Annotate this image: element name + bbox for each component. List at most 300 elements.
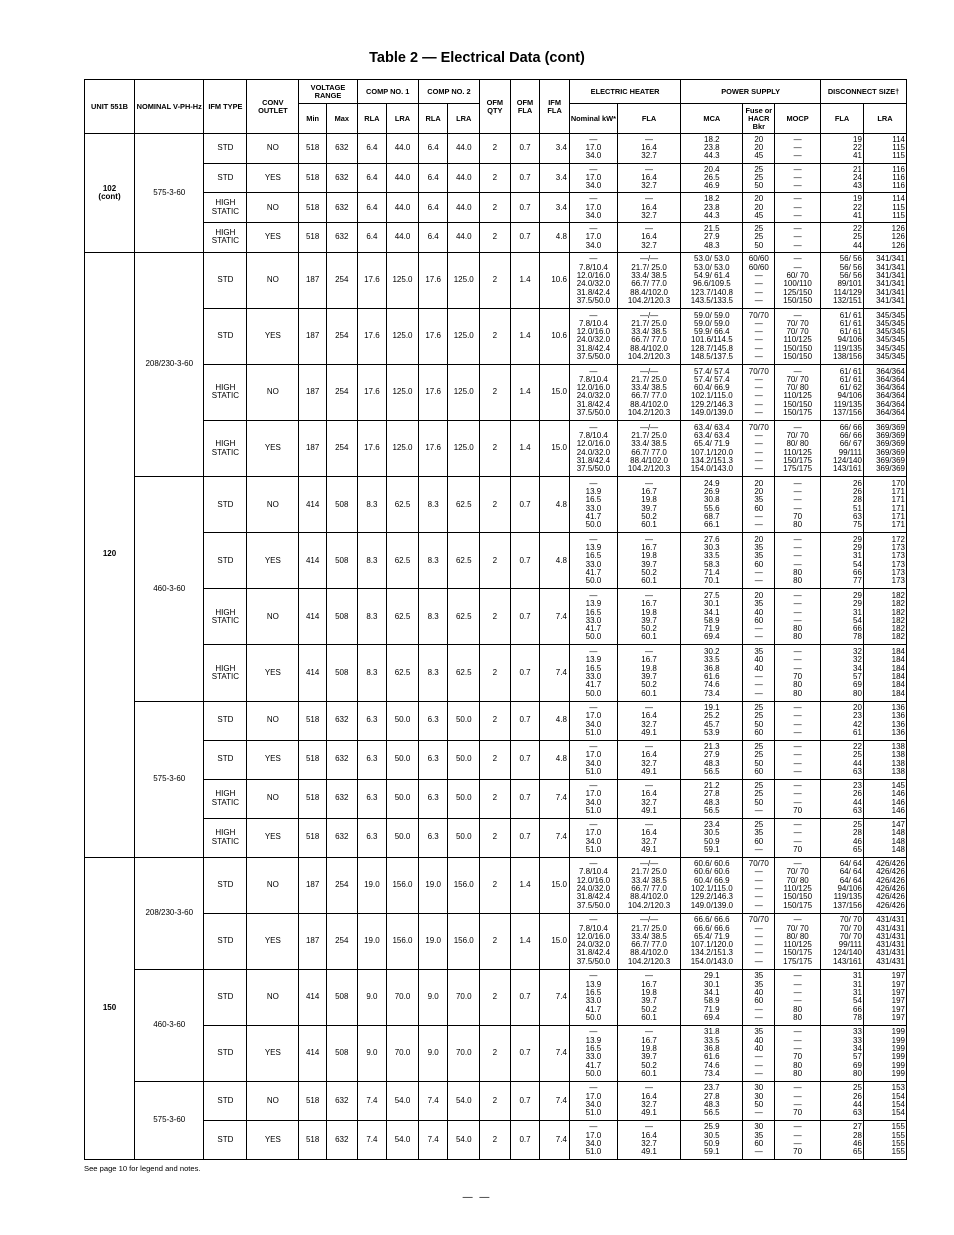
header-disconnect: DISCONNECT SIZE† [821, 80, 907, 104]
cell-heater-fla: — 16.7 19.8 39.7 50.2 60.1 [617, 477, 680, 533]
cell-disconnect-fla: 26 26 28 51 63 75 [821, 477, 864, 533]
cell-max: 254 [326, 252, 357, 308]
cell-heater-fla: — 16.7 19.8 39.7 50.2 60.1 [617, 969, 680, 1025]
cell-comp1-lra: 44.0 [387, 193, 419, 223]
cell-min: 187 [299, 252, 327, 308]
cell-max: 254 [326, 913, 357, 969]
cell-nominal-kw: — 13.9 16.5 33.0 41.7 50.0 [569, 1025, 617, 1081]
cell-disconnect-lra: 345/345 345/345 345/345 345/345 345/345 345/345 [863, 308, 906, 364]
cell-mocp: — — — [775, 223, 821, 253]
cell-mocp: — — — 70 [775, 1081, 821, 1120]
cell-disconnect-lra: 364/364 364/364 364/364 364/364 364/364 364/364 [863, 364, 906, 420]
cell-comp2-lra: 44.0 [448, 134, 480, 164]
header-comp2: COMP NO. 2 [418, 80, 479, 104]
cell-ofm-fla: 0.7 [510, 134, 540, 164]
cell-comp1-rla: 8.3 [357, 533, 387, 589]
cell-mca: 21.3 27.9 48.3 56.5 [681, 740, 743, 779]
cell-ifm-fla: 3.4 [540, 134, 570, 164]
cell-mca: 53.0/ 53.0 53.0/ 53.0 54.9/ 61.4 96.6/109.5 123.7/140.8 143.5/133.5 [681, 252, 743, 308]
cell-ofm-fla: 0.7 [510, 740, 540, 779]
cell-comp2-rla: 19.0 [418, 857, 448, 913]
cell-disconnect-fla: 22 25 44 63 [821, 740, 864, 779]
cell-min: 414 [299, 645, 327, 701]
cell-ifm-fla: 7.4 [540, 589, 570, 645]
cell-ofm-fla: 0.7 [510, 818, 540, 857]
cell-mocp: — — — [775, 193, 821, 223]
table-row [85, 857, 907, 913]
cell-heater-fla: — 16.4 32.7 [617, 163, 680, 193]
cell-mca: 59.0/ 59.0 59.0/ 59.0 59.9/ 66.4 101.6/114.5 128.7/145.8 148.5/137.5 [681, 308, 743, 364]
voltage-cell: 460-3-60 [135, 477, 204, 701]
cell-comp1-lra: 125.0 [387, 364, 419, 420]
cell-comp1-lra: 156.0 [387, 913, 419, 969]
cell-conv-outlet: YES [247, 818, 299, 857]
cell-disconnect-lra: 172 173 173 173 173 173 [863, 533, 906, 589]
cell-min: 518 [299, 701, 327, 740]
cell-fuse: 20 35 40 60 — — [743, 589, 775, 645]
cell-comp2-lra: 70.0 [448, 969, 480, 1025]
cell-ifm-fla: 7.4 [540, 779, 570, 818]
cell-comp2-rla: 6.4 [418, 134, 448, 164]
cell-comp2-lra: 62.5 [448, 477, 480, 533]
cell-mca: 31.8 33.5 36.8 61.6 74.6 73.4 [681, 1025, 743, 1081]
cell-heater-fla: — 16.4 32.7 [617, 193, 680, 223]
table-row [85, 533, 907, 589]
cell-conv-outlet: YES [247, 645, 299, 701]
cell-ifm-fla: 4.8 [540, 701, 570, 740]
cell-comp1-rla: 7.4 [357, 1081, 387, 1120]
cell-conv-outlet: NO [247, 701, 299, 740]
cell-conv-outlet: YES [247, 533, 299, 589]
cell-ifm-type: STD [204, 533, 247, 589]
table-row [85, 779, 907, 818]
cell-disconnect-lra: 155 155 155 155 [863, 1120, 906, 1159]
cell-fuse: 25 35 60 — [743, 818, 775, 857]
cell-comp2-lra: 125.0 [448, 308, 480, 364]
cell-nominal-kw: — 13.9 16.5 33.0 41.7 50.0 [569, 645, 617, 701]
cell-ofm-fla: 0.7 [510, 223, 540, 253]
cell-ofm-fla: 0.7 [510, 193, 540, 223]
cell-ofm-qty: 2 [480, 857, 511, 913]
header-conv-outlet: CONV OUTLET [247, 80, 299, 134]
cell-mocp: — — — 70 [775, 818, 821, 857]
cell-comp2-lra: 125.0 [448, 421, 480, 477]
cell-heater-fla: — 16.7 19.8 39.7 50.2 60.1 [617, 1025, 680, 1081]
cell-nominal-kw: — 17.0 34.0 51.0 [569, 740, 617, 779]
cell-ofm-fla: 0.7 [510, 1081, 540, 1120]
cell-comp2-rla: 17.6 [418, 252, 448, 308]
cell-heater-fla: — 16.4 32.7 [617, 223, 680, 253]
cell-comp1-lra: 54.0 [387, 1120, 419, 1159]
cell-conv-outlet: NO [247, 134, 299, 164]
cell-comp1-lra: 50.0 [387, 701, 419, 740]
table-row [85, 1081, 907, 1120]
header-nominal: NOMINAL V-PH-Hz [135, 80, 204, 134]
cell-max: 632 [326, 701, 357, 740]
cell-mocp: — — — [775, 134, 821, 164]
cell-min: 518 [299, 779, 327, 818]
voltage-cell: 575-3-60 [135, 134, 204, 253]
cell-ofm-qty: 2 [480, 701, 511, 740]
cell-mocp: — — 60/ 70 100/110 125/150 150/150 [775, 252, 821, 308]
cell-min: 518 [299, 740, 327, 779]
cell-comp1-rla: 6.4 [357, 193, 387, 223]
cell-min: 187 [299, 364, 327, 420]
cell-fuse: 25 25 50 60 [743, 740, 775, 779]
cell-ofm-qty: 2 [480, 818, 511, 857]
cell-conv-outlet: YES [247, 308, 299, 364]
cell-mca: 21.2 27.8 48.3 56.5 [681, 779, 743, 818]
cell-mocp: — — — 70 [775, 1120, 821, 1159]
cell-ofm-qty: 2 [480, 134, 511, 164]
cell-mocp: — — — — 70 80 [775, 477, 821, 533]
table-row [85, 740, 907, 779]
cell-ofm-fla: 0.7 [510, 477, 540, 533]
cell-fuse: 35 35 40 60 — — [743, 969, 775, 1025]
cell-ifm-fla: 3.4 [540, 163, 570, 193]
cell-mca: 21.5 27.9 48.3 [681, 223, 743, 253]
cell-comp1-rla: 8.3 [357, 477, 387, 533]
cell-fuse: 35 40 40 — — — [743, 1025, 775, 1081]
cell-ofm-qty: 2 [480, 1081, 511, 1120]
cell-ofm-fla: 0.7 [510, 1120, 540, 1159]
cell-mca: 23.4 30.5 50.9 59.1 [681, 818, 743, 857]
cell-ofm-fla: 0.7 [510, 779, 540, 818]
cell-nominal-kw: — 17.0 34.0 [569, 134, 617, 164]
cell-mocp: — — — — [775, 701, 821, 740]
cell-min: 414 [299, 533, 327, 589]
cell-comp1-lra: 70.0 [387, 969, 419, 1025]
cell-ifm-type: STD [204, 857, 247, 913]
cell-ifm-fla: 7.4 [540, 1120, 570, 1159]
header-nominal-kw: Nominal kW* [569, 104, 617, 134]
cell-heater-fla: — 16.4 32.7 49.1 [617, 1120, 680, 1159]
cell-disconnect-lra: 114 115 115 [863, 134, 906, 164]
cell-ifm-type: HIGH STATIC [204, 223, 247, 253]
cell-comp2-lra: 125.0 [448, 252, 480, 308]
cell-comp1-rla: 19.0 [357, 857, 387, 913]
cell-ofm-fla: 0.7 [510, 589, 540, 645]
cell-ifm-type: STD [204, 1120, 247, 1159]
cell-ofm-qty: 2 [480, 308, 511, 364]
header-min: Min [299, 104, 327, 134]
voltage-cell: 575-3-60 [135, 1081, 204, 1159]
cell-ofm-qty: 2 [480, 193, 511, 223]
cell-ofm-fla: 0.7 [510, 1025, 540, 1081]
cell-max: 508 [326, 645, 357, 701]
cell-fuse: 25 25 50 [743, 223, 775, 253]
cell-comp1-lra: 44.0 [387, 134, 419, 164]
cell-ifm-fla: 15.0 [540, 421, 570, 477]
cell-ifm-fla: 7.4 [540, 818, 570, 857]
cell-max: 254 [326, 364, 357, 420]
cell-disconnect-lra: 369/369 369/369 369/369 369/369 369/369 369/369 [863, 421, 906, 477]
cell-fuse: 20 20 45 [743, 193, 775, 223]
cell-comp2-rla: 9.0 [418, 1025, 448, 1081]
cell-heater-fla: — 16.4 32.7 49.1 [617, 1081, 680, 1120]
cell-heater-fla: — 16.4 32.7 49.1 [617, 779, 680, 818]
cell-ifm-type: HIGH STATIC [204, 645, 247, 701]
cell-disconnect-fla: 29 29 31 54 66 78 [821, 589, 864, 645]
cell-disconnect-fla: 25 26 44 63 [821, 1081, 864, 1120]
cell-ifm-fla: 4.8 [540, 740, 570, 779]
unit-cell: 120 [85, 252, 135, 857]
voltage-cell: 208/230-3-60 [135, 857, 204, 969]
cell-fuse: 30 30 50 — [743, 1081, 775, 1120]
cell-max: 508 [326, 589, 357, 645]
cell-mca: 18.2 23.8 44.3 [681, 193, 743, 223]
table-body [85, 134, 907, 1160]
cell-comp1-rla: 6.3 [357, 701, 387, 740]
cell-ofm-qty: 2 [480, 533, 511, 589]
header-ofm-fla: OFM FLA [510, 80, 540, 134]
cell-comp1-rla: 6.4 [357, 223, 387, 253]
cell-disconnect-lra: 184 184 184 184 184 184 [863, 645, 906, 701]
cell-comp1-rla: 8.3 [357, 589, 387, 645]
cell-ifm-fla: 10.6 [540, 252, 570, 308]
cell-max: 632 [326, 163, 357, 193]
cell-min: 518 [299, 193, 327, 223]
cell-mocp: — — — 70 80 80 [775, 1025, 821, 1081]
cell-heater-fla: — 16.7 19.8 39.7 50.2 60.1 [617, 589, 680, 645]
cell-comp2-lra: 50.0 [448, 818, 480, 857]
cell-max: 254 [326, 308, 357, 364]
cell-mca: 27.5 30.1 34.1 58.9 71.9 69.4 [681, 589, 743, 645]
cell-ofm-fla: 0.7 [510, 701, 540, 740]
cell-ifm-fla: 4.8 [540, 223, 570, 253]
voltage-cell: 460-3-60 [135, 969, 204, 1081]
cell-comp1-lra: 62.5 [387, 533, 419, 589]
cell-comp2-lra: 156.0 [448, 913, 480, 969]
cell-comp2-rla: 17.6 [418, 308, 448, 364]
cell-ifm-fla: 15.0 [540, 913, 570, 969]
cell-mca: 25.9 30.5 50.9 59.1 [681, 1120, 743, 1159]
cell-nominal-kw: — 17.0 34.0 51.0 [569, 779, 617, 818]
header-disconnect-lra: LRA [863, 104, 906, 134]
cell-ofm-fla: 1.4 [510, 857, 540, 913]
cell-disconnect-fla: 20 23 42 61 [821, 701, 864, 740]
cell-conv-outlet: NO [247, 779, 299, 818]
header-ifm-fla: IFM FLA [540, 80, 570, 134]
table-row [85, 701, 907, 740]
cell-mca: 57.4/ 57.4 57.4/ 57.4 60.4/ 66.9 102.1/115.0 129.2/146.3 149.0/139.0 [681, 364, 743, 420]
cell-conv-outlet: NO [247, 193, 299, 223]
cell-disconnect-fla: 61/ 61 61/ 61 61/ 62 94/106 119/135 137/156 [821, 364, 864, 420]
cell-nominal-kw: — 7.8/10.4 12.0/16.0 24.0/32.0 31.8/42.4 37.5/50.0 [569, 308, 617, 364]
cell-max: 632 [326, 740, 357, 779]
cell-heater-fla: —/— 21.7/ 25.0 33.4/ 38.5 66.7/ 77.0 88.4/102.0 104.2/120.3 [617, 913, 680, 969]
cell-ifm-type: HIGH STATIC [204, 779, 247, 818]
cell-comp2-lra: 125.0 [448, 364, 480, 420]
cell-mocp: — 70/ 70 70/ 70 110/125 150/150 150/150 [775, 308, 821, 364]
cell-ifm-type: STD [204, 477, 247, 533]
cell-comp1-lra: 44.0 [387, 163, 419, 193]
cell-min: 187 [299, 857, 327, 913]
cell-mca: 19.1 25.2 45.7 53.9 [681, 701, 743, 740]
cell-disconnect-lra: 182 182 182 182 182 182 [863, 589, 906, 645]
cell-max: 632 [326, 779, 357, 818]
cell-comp2-rla: 17.6 [418, 421, 448, 477]
table-row [85, 645, 907, 701]
cell-disconnect-lra: 126 126 126 [863, 223, 906, 253]
cell-comp2-rla: 17.6 [418, 364, 448, 420]
cell-comp1-lra: 54.0 [387, 1081, 419, 1120]
cell-ofm-qty: 2 [480, 589, 511, 645]
cell-nominal-kw: — 17.0 34.0 51.0 [569, 818, 617, 857]
cell-ifm-type: STD [204, 252, 247, 308]
cell-heater-fla: —/— 21.7/ 25.0 33.4/ 38.5 66.7/ 77.0 88.4/102.0 104.2/120.3 [617, 252, 680, 308]
cell-min: 187 [299, 308, 327, 364]
cell-max: 632 [326, 818, 357, 857]
cell-max: 508 [326, 533, 357, 589]
voltage-cell: 575-3-60 [135, 701, 204, 857]
cell-ofm-fla: 1.4 [510, 421, 540, 477]
cell-disconnect-fla: 19 22 41 [821, 134, 864, 164]
cell-ofm-qty: 2 [480, 252, 511, 308]
cell-ofm-fla: 1.4 [510, 308, 540, 364]
cell-comp1-lra: 125.0 [387, 308, 419, 364]
cell-ofm-qty: 2 [480, 223, 511, 253]
cell-disconnect-fla: 64/ 64 64/ 64 64/ 64 94/106 119/135 137/156 [821, 857, 864, 913]
header-disconnect-fla: FLA [821, 104, 864, 134]
cell-disconnect-lra: 147 148 148 148 [863, 818, 906, 857]
header-mca: MCA [681, 104, 743, 134]
cell-comp2-rla: 9.0 [418, 969, 448, 1025]
table-header [85, 80, 907, 134]
cell-disconnect-lra: 431/431 431/431 431/431 431/431 431/431 431/431 [863, 913, 906, 969]
cell-fuse: 25 25 50 [743, 163, 775, 193]
cell-heater-fla: — 16.4 32.7 49.1 [617, 818, 680, 857]
header-voltage-range: VOLTAGE RANGE [299, 80, 357, 104]
cell-disconnect-lra: 116 116 116 [863, 163, 906, 193]
cell-nominal-kw: — 17.0 34.0 [569, 163, 617, 193]
cell-conv-outlet: YES [247, 1025, 299, 1081]
header-comp1: COMP NO. 1 [357, 80, 418, 104]
cell-comp2-rla: 6.3 [418, 740, 448, 779]
cell-disconnect-fla: 21 24 43 [821, 163, 864, 193]
cell-ofm-fla: 0.7 [510, 645, 540, 701]
table-row [85, 252, 907, 308]
cell-conv-outlet: YES [247, 740, 299, 779]
cell-mca: 18.2 23.8 44.3 [681, 134, 743, 164]
cell-heater-fla: —/— 21.7/ 25.0 33.4/ 38.5 66.7/ 77.0 88.4/102.0 104.2/120.3 [617, 364, 680, 420]
cell-comp1-rla: 17.6 [357, 421, 387, 477]
cell-ifm-type: STD [204, 1081, 247, 1120]
cell-ifm-fla: 3.4 [540, 193, 570, 223]
cell-ifm-type: STD [204, 308, 247, 364]
header-electric-heater: ELECTRIC HEATER [569, 80, 680, 104]
cell-ifm-type: HIGH STATIC [204, 818, 247, 857]
cell-ifm-fla: 10.6 [540, 308, 570, 364]
header-comp1-rla: RLA [357, 104, 387, 134]
cell-nominal-kw: — 17.0 34.0 51.0 [569, 701, 617, 740]
cell-disconnect-fla: 22 25 44 [821, 223, 864, 253]
header-mocp: MOCP [775, 104, 821, 134]
cell-fuse: 20 20 35 60 — — [743, 477, 775, 533]
cell-mocp: — — — — 80 80 [775, 589, 821, 645]
cell-comp2-lra: 62.5 [448, 533, 480, 589]
header-comp2-lra: LRA [448, 104, 480, 134]
cell-comp2-rla: 6.3 [418, 779, 448, 818]
cell-fuse: 70/70 — — — — — [743, 364, 775, 420]
cell-comp2-rla: 8.3 [418, 477, 448, 533]
cell-comp2-rla: 6.4 [418, 193, 448, 223]
cell-fuse: 20 20 45 [743, 134, 775, 164]
cell-heater-fla: — 16.7 19.8 39.7 50.2 60.1 [617, 645, 680, 701]
cell-ofm-fla: 1.4 [510, 913, 540, 969]
cell-disconnect-lra: 426/426 426/426 426/426 426/426 426/426 426/426 [863, 857, 906, 913]
cell-min: 187 [299, 913, 327, 969]
cell-conv-outlet: NO [247, 477, 299, 533]
cell-ifm-type: STD [204, 701, 247, 740]
cell-ifm-fla: 15.0 [540, 364, 570, 420]
cell-comp2-lra: 54.0 [448, 1120, 480, 1159]
cell-disconnect-fla: 66/ 66 66/ 66 66/ 67 99/111 124/140 143/161 [821, 421, 864, 477]
cell-mocp: — — — [775, 163, 821, 193]
cell-conv-outlet: NO [247, 252, 299, 308]
cell-comp1-rla: 9.0 [357, 1025, 387, 1081]
cell-conv-outlet: NO [247, 589, 299, 645]
cell-comp1-rla: 6.4 [357, 134, 387, 164]
cell-ofm-qty: 2 [480, 1120, 511, 1159]
cell-ofm-fla: 0.7 [510, 533, 540, 589]
cell-conv-outlet: NO [247, 364, 299, 420]
cell-comp1-lra: 50.0 [387, 779, 419, 818]
table-row [85, 913, 907, 969]
cell-ifm-fla: 7.4 [540, 1025, 570, 1081]
cell-comp2-rla: 6.3 [418, 701, 448, 740]
cell-comp1-lra: 62.5 [387, 645, 419, 701]
cell-ofm-qty: 2 [480, 913, 511, 969]
cell-min: 518 [299, 1081, 327, 1120]
cell-heater-fla: — 16.4 32.7 49.1 [617, 740, 680, 779]
table-row [85, 969, 907, 1025]
cell-ofm-fla: 1.4 [510, 252, 540, 308]
cell-max: 632 [326, 1081, 357, 1120]
cell-disconnect-fla: 25 28 46 65 [821, 818, 864, 857]
cell-ifm-fla: 4.8 [540, 477, 570, 533]
header-fuse: Fuse or HACR Bkr [743, 104, 775, 134]
cell-nominal-kw: — 13.9 16.5 33.0 41.7 50.0 [569, 477, 617, 533]
cell-nominal-kw: — 17.0 34.0 51.0 [569, 1081, 617, 1120]
cell-ofm-qty: 2 [480, 163, 511, 193]
cell-max: 508 [326, 1025, 357, 1081]
cell-conv-outlet: YES [247, 421, 299, 477]
cell-nominal-kw: — 13.9 16.5 33.0 41.7 50.0 [569, 969, 617, 1025]
cell-fuse: 20 35 35 60 — — [743, 533, 775, 589]
cell-ifm-fla: 7.4 [540, 1081, 570, 1120]
header-heater-fla: FLA [617, 104, 680, 134]
cell-disconnect-lra: 197 197 197 197 197 197 [863, 969, 906, 1025]
cell-ofm-qty: 2 [480, 645, 511, 701]
cell-fuse: 70/70 — — — — — [743, 308, 775, 364]
cell-comp2-rla: 7.4 [418, 1081, 448, 1120]
cell-max: 254 [326, 421, 357, 477]
cell-mocp: — — — 70 80 80 [775, 645, 821, 701]
cell-mocp: — 70/ 70 70/ 80 110/125 150/150 150/175 [775, 857, 821, 913]
cell-comp1-rla: 6.3 [357, 779, 387, 818]
cell-nominal-kw: — 7.8/10.4 12.0/16.0 24.0/32.0 31.8/42.4 37.5/50.0 [569, 421, 617, 477]
cell-ofm-qty: 2 [480, 364, 511, 420]
cell-fuse: 35 40 40 — — — [743, 645, 775, 701]
page-number: — — [462, 1192, 492, 1203]
table-row [85, 477, 907, 533]
cell-mca: 24.9 26.9 30.8 55.6 68.7 66.1 [681, 477, 743, 533]
cell-min: 518 [299, 818, 327, 857]
cell-comp1-rla: 17.6 [357, 364, 387, 420]
cell-ifm-fla: 7.4 [540, 969, 570, 1025]
header-comp2-rla: RLA [418, 104, 448, 134]
